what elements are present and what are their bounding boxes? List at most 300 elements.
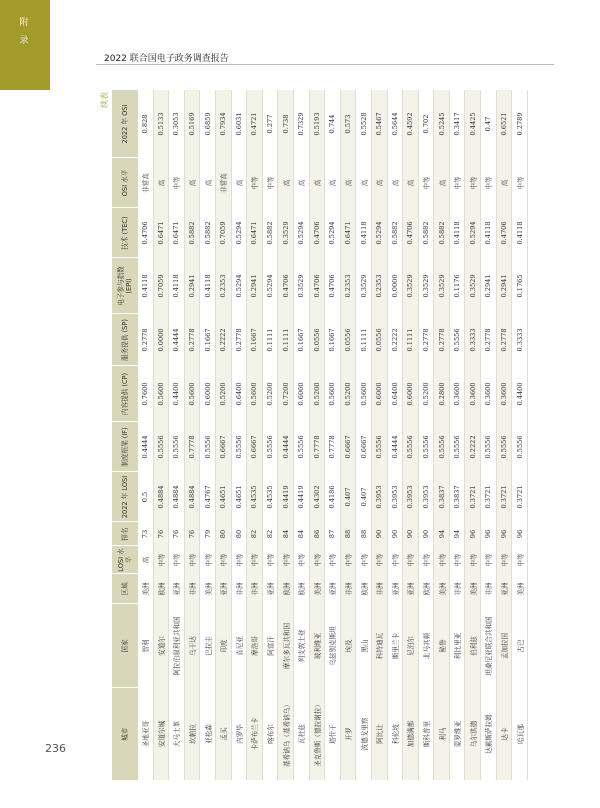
cell-city: 大马士革 xyxy=(169,688,185,780)
cell-if: 0.6667 xyxy=(215,422,231,472)
cell-cp: 0.5600 xyxy=(325,366,341,422)
cell-region: 非洲 xyxy=(340,574,356,604)
table-row xyxy=(356,90,372,780)
cell-if: 0.5556 xyxy=(481,422,497,472)
cell-losi-level: 中等 xyxy=(169,546,185,574)
cell-osi-2022: 0.5467 xyxy=(371,90,387,158)
rotated-table-container xyxy=(100,90,550,780)
cell-region: 亚洲 xyxy=(262,574,278,604)
cell-country: 尼泊尔 xyxy=(403,604,419,688)
cell-osi-2022: 0.4425 xyxy=(465,90,481,158)
cell-losi-level: 中等 xyxy=(403,546,419,574)
cell-cp: 0.5600 xyxy=(153,366,169,422)
cell-tec: 0.5882 xyxy=(184,208,200,258)
cell-region: 美洲 xyxy=(309,574,325,604)
table-row xyxy=(262,90,278,780)
cell-losi-2022: 0.4884 xyxy=(153,472,169,522)
col-header: 2022 年 OSI xyxy=(112,90,138,158)
cell-rank: 90 xyxy=(418,522,434,546)
cell-epi: 0.2353 xyxy=(371,258,387,314)
cell-losi-2022: 0.4535 xyxy=(247,472,263,522)
cell-losi-2022: 0.4651 xyxy=(231,472,247,522)
cell-if: 0.7778 xyxy=(184,422,200,472)
cell-city: 达卡 xyxy=(496,688,512,780)
cell-sp: 0.1111 xyxy=(356,314,372,366)
cell-epi: 0.2941 xyxy=(481,258,497,314)
cell-region: 美洲 xyxy=(138,574,153,604)
table-row xyxy=(215,90,231,780)
cell-sp: 0.1111 xyxy=(262,314,278,366)
cell-if: 0.6667 xyxy=(247,422,263,472)
cell-losi-level: 中等 xyxy=(418,546,434,574)
table-row xyxy=(138,90,153,780)
cell-region: 欧洲 xyxy=(278,574,294,604)
cell-if: 0.5556 xyxy=(231,422,247,472)
cell-country: 北马其顿 xyxy=(418,604,434,688)
cell-if: 0.5556 xyxy=(512,422,528,472)
cell-epi: 0.4118 xyxy=(138,258,153,314)
cell-osi-2022: 0.828 xyxy=(138,90,153,158)
cell-cp: 0.6400 xyxy=(231,366,247,422)
cell-rank: 82 xyxy=(262,522,278,546)
cell-losi-2022: 0.3837 xyxy=(434,472,450,522)
cell-city: 哈瓦那 xyxy=(512,688,528,780)
table-row xyxy=(449,90,465,780)
cell-osi-2022: 0.5133 xyxy=(153,90,169,158)
cell-osi-level: 中等 xyxy=(262,158,278,208)
cell-rank: 84 xyxy=(293,522,309,546)
cell-losi-2022: 0.407 xyxy=(356,472,372,522)
cell-country: 玻利维亚 xyxy=(309,604,325,688)
cell-region: 亚洲 xyxy=(169,574,185,604)
col-header: 制度框架 (IF) xyxy=(112,422,138,472)
cell-region: 美洲 xyxy=(512,574,528,604)
cell-losi-level: 中等 xyxy=(449,546,465,574)
cell-epi: 0.5294 xyxy=(231,258,247,314)
cell-cp: 0.5600 xyxy=(356,366,372,422)
cell-rank: 82 xyxy=(247,522,263,546)
cell-if: 0.4444 xyxy=(138,422,153,472)
cell-country: 阿富汗 xyxy=(262,604,278,688)
cell-tec: 0.5294 xyxy=(231,208,247,258)
cell-losi-level: 中等 xyxy=(262,546,278,574)
cell-sp: 0.2778 xyxy=(434,314,450,366)
cell-osi-2022: 0.5245 xyxy=(434,90,450,158)
losi-osi-table xyxy=(112,90,528,781)
cell-losi-2022: 0.3837 xyxy=(449,472,465,522)
col-header: OSI 水平 xyxy=(112,158,138,208)
table-row xyxy=(403,90,419,780)
cell-losi-level: 中等 xyxy=(293,546,309,574)
cell-losi-2022: 0.3721 xyxy=(481,472,497,522)
cell-if: 0.5556 xyxy=(169,422,185,472)
cell-losi-2022: 0.4419 xyxy=(278,472,294,522)
table-row xyxy=(371,90,387,780)
cell-osi-2022: 0.573 xyxy=(340,90,356,158)
table-row xyxy=(387,90,403,780)
cell-cp: 0.5200 xyxy=(340,366,356,422)
cell-osi-level: 高 xyxy=(309,158,325,208)
cell-sp: 0.1667 xyxy=(325,314,341,366)
cell-if: 0.7778 xyxy=(309,422,325,472)
cell-cp: 0.6000 xyxy=(371,366,387,422)
cell-osi-2022: 0.4592 xyxy=(403,90,419,158)
cell-osi-level: 中等 xyxy=(512,158,528,208)
cell-losi-level: 中等 xyxy=(153,546,169,574)
cell-osi-2022: 0.5528 xyxy=(356,90,372,158)
cell-epi: 0.2353 xyxy=(340,258,356,314)
cell-osi-level: 非常高 xyxy=(138,158,153,208)
cell-city: 基希讷乌（基希讷乌） xyxy=(278,688,294,780)
cell-losi-level: 中等 xyxy=(496,546,512,574)
table-row xyxy=(278,90,294,780)
cell-tec: 0.6471 xyxy=(169,208,185,258)
cell-tec: 0.4706 xyxy=(403,208,419,258)
cell-if: 0.7778 xyxy=(325,422,341,472)
cell-osi-level: 高 xyxy=(434,158,450,208)
cell-sp: 0.1667 xyxy=(293,314,309,366)
col-header: 城市 xyxy=(112,688,138,780)
cell-cp: 0.3600 xyxy=(496,366,512,422)
cell-tec: 0.4118 xyxy=(449,208,465,258)
col-header: 2022 年 LOSI xyxy=(112,472,138,522)
cell-osi-level: 高 xyxy=(200,158,216,208)
cell-epi: 0.3529 xyxy=(403,258,419,314)
cell-region: 欧洲 xyxy=(293,574,309,604)
cell-epi: 0.4118 xyxy=(169,258,185,314)
cell-sp: 0.2778 xyxy=(138,314,153,366)
cell-cp: 0.5600 xyxy=(247,366,263,422)
cell-osi-level: 高 xyxy=(496,158,512,208)
cell-country: 利比里亚 xyxy=(449,604,465,688)
cell-region: 亚洲 xyxy=(325,574,341,604)
cell-rank: 88 xyxy=(340,522,356,546)
cell-rank: 88 xyxy=(356,522,372,546)
cell-cp: 0.2800 xyxy=(434,366,450,422)
cell-osi-2022: 0.277 xyxy=(262,90,278,158)
cell-losi-level: 中等 xyxy=(184,546,200,574)
cell-if: 0.5556 xyxy=(418,422,434,472)
cell-losi-level: 中等 xyxy=(387,546,403,574)
cell-if: 0.5556 xyxy=(434,422,450,472)
cell-cp: 0.4400 xyxy=(512,366,528,422)
cell-tec: 0.5882 xyxy=(387,208,403,258)
cell-rank: 84 xyxy=(278,522,294,546)
cell-losi-level: 中等 xyxy=(340,546,356,574)
cell-sp: 0.1111 xyxy=(278,314,294,366)
cell-country: 秘鲁 xyxy=(434,604,450,688)
cell-losi-level: 中等 xyxy=(465,546,481,574)
cell-losi-2022: 0.4419 xyxy=(293,472,309,522)
cell-tec: 0.5294 xyxy=(325,208,341,258)
cell-tec: 0.4706 xyxy=(309,208,325,258)
cell-osi-2022: 0.5169 xyxy=(184,90,200,158)
cell-osi-2022: 0.3053 xyxy=(169,90,185,158)
continued-label: 续表 xyxy=(100,92,109,108)
cell-cp: 0.7600 xyxy=(138,366,153,422)
cell-rank: 96 xyxy=(481,522,497,546)
cell-epi: 0.2941 xyxy=(496,258,512,314)
cell-region: 非洲 xyxy=(449,574,465,604)
table-row xyxy=(184,90,200,780)
cell-cp: 0.7200 xyxy=(278,366,294,422)
cell-cp: 0.3600 xyxy=(465,366,481,422)
cell-rank: 96 xyxy=(496,522,512,546)
cell-cp: 0.6400 xyxy=(387,366,403,422)
cell-region: 非洲 xyxy=(231,574,247,604)
cell-sp: 0.5556 xyxy=(449,314,465,366)
cell-city: 瓦杜兹 xyxy=(293,688,309,780)
cell-country: 古巴 xyxy=(512,604,528,688)
cell-tec: 0.5882 xyxy=(434,208,450,258)
cell-losi-2022: 0.4651 xyxy=(215,472,231,522)
chapter-tab-label: 附录 xyxy=(19,18,29,46)
cell-region: 美洲 xyxy=(465,574,481,604)
cell-rank: 76 xyxy=(169,522,185,546)
cell-osi-level: 高 xyxy=(371,158,387,208)
table-row xyxy=(200,90,216,780)
cell-country: 阿拉伯叙利亚共和国 xyxy=(169,604,185,688)
cell-if: 0.5556 xyxy=(262,422,278,472)
cell-osi-level: 高 xyxy=(387,158,403,208)
cell-rank: 94 xyxy=(449,522,465,546)
cell-cp: 0.6000 xyxy=(200,366,216,422)
cell-cp: 0.5200 xyxy=(309,366,325,422)
table-row xyxy=(231,90,247,780)
cell-epi: 0.0000 xyxy=(387,258,403,314)
table-row xyxy=(512,90,528,780)
cell-city: 喀布尔 xyxy=(262,688,278,780)
cell-country: 摩尔多瓦共和国 xyxy=(278,604,294,688)
cell-osi-2022: 0.7329 xyxy=(293,90,309,158)
cell-country: 黑山 xyxy=(356,604,372,688)
cell-tec: 0.5882 xyxy=(262,208,278,258)
cell-losi-2022: 0.4186 xyxy=(325,472,341,522)
cell-city: 波德戈里察 xyxy=(356,688,372,780)
cell-city: 圣地亚哥 xyxy=(138,688,153,780)
cell-country: 摩洛哥 xyxy=(247,604,263,688)
cell-osi-2022: 0.47 xyxy=(481,90,497,158)
cell-sp: 0.2778 xyxy=(481,314,497,366)
cell-cp: 0.3600 xyxy=(481,366,497,422)
cell-if: 0.5556 xyxy=(403,422,419,472)
cell-epi: 0.3529 xyxy=(418,258,434,314)
cell-osi-2022: 0.3417 xyxy=(449,90,465,158)
cell-osi-2022: 0.5193 xyxy=(309,90,325,158)
table-row xyxy=(309,90,325,780)
cell-rank: 80 xyxy=(215,522,231,546)
cell-tec: 0.5294 xyxy=(465,208,481,258)
cell-sp: 0.2778 xyxy=(231,314,247,366)
cell-region: 非洲 xyxy=(481,574,497,604)
header-divider xyxy=(96,64,554,65)
cell-losi-2022: 0.4884 xyxy=(184,472,200,522)
cell-osi-2022: 0.6031 xyxy=(231,90,247,158)
cell-region: 亚洲 xyxy=(403,574,419,604)
cell-city: 蒙罗维亚 xyxy=(449,688,465,780)
cell-city: 孟买 xyxy=(215,688,231,780)
cell-country: 乌干达 xyxy=(184,604,200,688)
cell-epi: 0.5294 xyxy=(262,258,278,314)
cell-osi-2022: 0.702 xyxy=(418,90,434,158)
cell-losi-2022: 0.3953 xyxy=(403,472,419,522)
cell-osi-level: 高 xyxy=(293,158,309,208)
cell-epi: 0.2941 xyxy=(184,258,200,314)
cell-region: 欧洲 xyxy=(418,574,434,604)
cell-country: 孟加拉国 xyxy=(496,604,512,688)
cell-city: 开罗 xyxy=(340,688,356,780)
cell-epi: 0.1176 xyxy=(449,258,465,314)
cell-if: 0.2222 xyxy=(465,422,481,472)
table-header-row xyxy=(112,90,138,780)
cell-country: 安道尔 xyxy=(153,604,169,688)
table-row xyxy=(293,90,309,780)
cell-rank: 79 xyxy=(200,522,216,546)
cell-osi-level: 高 xyxy=(278,158,294,208)
cell-region: 非洲 xyxy=(247,574,263,604)
cell-epi: 0.4706 xyxy=(309,258,325,314)
cell-osi-2022: 0.6859 xyxy=(200,90,216,158)
cell-epi: 0.7059 xyxy=(153,258,169,314)
cell-city: 乌尔洪德 xyxy=(465,688,481,780)
cell-cp: 0.5200 xyxy=(215,366,231,422)
cell-tec: 0.4706 xyxy=(496,208,512,258)
cell-osi-2022: 0.2789 xyxy=(512,90,528,158)
cell-tec: 0.3529 xyxy=(278,208,294,258)
cell-if: 0.5556 xyxy=(200,422,216,472)
cell-city: 亚松森 xyxy=(200,688,216,780)
cell-tec: 0.4118 xyxy=(512,208,528,258)
col-header: 服务提供 (SP) xyxy=(112,314,138,366)
cell-sp: 0.2778 xyxy=(496,314,512,366)
cell-losi-level: 高 xyxy=(138,546,153,574)
cell-losi-level: 中等 xyxy=(356,546,372,574)
cell-losi-2022: 0.3953 xyxy=(371,472,387,522)
cell-if: 0.5556 xyxy=(496,422,512,472)
cell-tec: 0.4118 xyxy=(356,208,372,258)
cell-cp: 0.5600 xyxy=(184,366,200,422)
cell-tec: 0.5882 xyxy=(418,208,434,258)
cell-losi-2022: 0.3953 xyxy=(418,472,434,522)
cell-city: 利马 xyxy=(434,688,450,780)
cell-osi-level: 中等 xyxy=(169,158,185,208)
cell-city: 内罗毕 xyxy=(231,688,247,780)
cell-country: 印度 xyxy=(215,604,231,688)
cell-if: 0.5556 xyxy=(293,422,309,472)
table-row xyxy=(169,90,185,780)
cell-tec: 0.6471 xyxy=(153,208,169,258)
cell-rank: 94 xyxy=(434,522,450,546)
cell-sp: 0.0556 xyxy=(309,314,325,366)
table-row xyxy=(465,90,481,780)
cell-region: 美洲 xyxy=(434,574,450,604)
cell-epi: 0.4706 xyxy=(278,258,294,314)
col-header: 国家 xyxy=(112,604,138,688)
cell-losi-level: 中等 xyxy=(512,546,528,574)
cell-country: 斯里兰卡 xyxy=(387,604,403,688)
cell-osi-level: 高 xyxy=(340,158,356,208)
cell-rank: 87 xyxy=(325,522,341,546)
cell-epi: 0.1765 xyxy=(512,258,528,314)
cell-epi: 0.4706 xyxy=(325,258,341,314)
cell-country: 巴拉圭 xyxy=(200,604,216,688)
cell-region: 亚洲 xyxy=(496,574,512,604)
cell-sp: 0.2778 xyxy=(184,314,200,366)
cell-tec: 0.6471 xyxy=(340,208,356,258)
cell-city: 达累斯萨拉姆 xyxy=(481,688,497,780)
cell-losi-2022: 0.3721 xyxy=(465,472,481,522)
cell-losi-level: 中等 xyxy=(231,546,247,574)
cell-losi-level: 中等 xyxy=(371,546,387,574)
cell-rank: 86 xyxy=(309,522,325,546)
table-body xyxy=(138,90,527,780)
cell-losi-2022: 0.3953 xyxy=(387,472,403,522)
cell-osi-2022: 0.744 xyxy=(325,90,341,158)
cell-city: 科伦坡 xyxy=(387,688,403,780)
cell-region: 亚洲 xyxy=(215,574,231,604)
cell-if: 0.5556 xyxy=(153,422,169,472)
cell-epi: 0.2941 xyxy=(247,258,263,314)
cell-rank: 90 xyxy=(403,522,419,546)
cell-losi-level: 中等 xyxy=(200,546,216,574)
cell-losi-level: 中等 xyxy=(434,546,450,574)
cell-losi-level: 中等 xyxy=(325,546,341,574)
cell-losi-2022: 0.3721 xyxy=(512,472,528,522)
cell-if: 0.4444 xyxy=(387,422,403,472)
cell-osi-2022: 0.7934 xyxy=(215,90,231,158)
cell-osi-level: 中等 xyxy=(449,158,465,208)
page-number: 236 xyxy=(45,742,66,755)
cell-osi-level: 中等 xyxy=(481,158,497,208)
cell-city: 加德满都 xyxy=(403,688,419,780)
cell-country: 埃及 xyxy=(340,604,356,688)
cell-sp: 0.0556 xyxy=(340,314,356,366)
cell-region: 亚洲 xyxy=(387,574,403,604)
cell-losi-2022: 0.5 xyxy=(138,472,153,522)
cell-rank: 90 xyxy=(387,522,403,546)
col-header: 技术 (TEC) xyxy=(112,208,138,258)
cell-losi-2022: 0.4535 xyxy=(262,472,278,522)
cell-osi-level: 中等 xyxy=(465,158,481,208)
cell-osi-level: 非常高 xyxy=(215,158,231,208)
cell-sp: 0.2222 xyxy=(215,314,231,366)
cell-country: 肯尼亚 xyxy=(231,604,247,688)
cell-sp: 0.0000 xyxy=(153,314,169,366)
cell-cp: 0.5200 xyxy=(262,366,278,422)
cell-osi-level: 高 xyxy=(356,158,372,208)
col-header: 内容提供 (CP) xyxy=(112,366,138,422)
cell-country: 伯利兹 xyxy=(465,604,481,688)
cell-epi: 0.3529 xyxy=(465,258,481,314)
cell-losi-2022: 0.3721 xyxy=(496,472,512,522)
cell-losi-level: 中等 xyxy=(247,546,263,574)
cell-region: 欧洲 xyxy=(356,574,372,604)
cell-tec: 0.4118 xyxy=(481,208,497,258)
report-title: 2022 联合国电子政务调查报告 xyxy=(104,54,229,64)
cell-sp: 0.4444 xyxy=(169,314,185,366)
table-row xyxy=(418,90,434,780)
cell-losi-2022: 0.4884 xyxy=(169,472,185,522)
cell-rank: 80 xyxy=(231,522,247,546)
table-row xyxy=(434,90,450,780)
cell-osi-level: 高 xyxy=(325,158,341,208)
cell-osi-level: 高 xyxy=(231,158,247,208)
col-header: LOSI 水平 xyxy=(112,546,138,574)
cell-cp: 0.3600 xyxy=(449,366,465,422)
cell-sp: 0.3333 xyxy=(512,314,528,366)
table-row xyxy=(325,90,341,780)
cell-if: 0.6667 xyxy=(356,422,372,472)
